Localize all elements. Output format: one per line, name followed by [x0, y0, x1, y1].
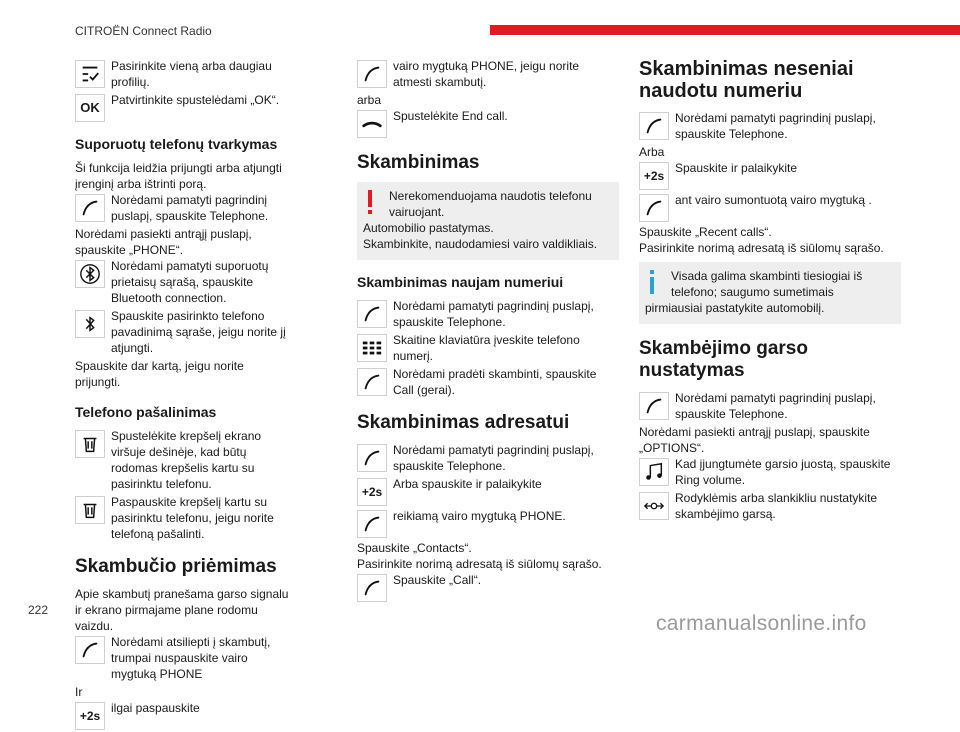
slider-arrows-icon — [639, 492, 669, 520]
phone-handset-icon — [357, 510, 387, 538]
paragraph: Spauskite „Recent calls“. — [639, 225, 772, 239]
list-item — [639, 192, 901, 222]
item-text: Norėdami pamatyti pagrindinį puslapį, spauskite Telephone. — [393, 443, 594, 473]
paragraph: Apie skambutį pranešama garso signalu ir ekrano pirmajame plane rodomu vaizdu. — [75, 587, 289, 633]
item-text: Arba spauskite ir palaikykite — [393, 477, 542, 491]
list-item — [357, 572, 619, 602]
info-note — [639, 262, 901, 324]
list-item — [75, 192, 290, 224]
section-heading: Skambėjimo garso nustatymas — [639, 338, 808, 381]
list-item — [75, 494, 290, 542]
item-text: Norėdami pamatyti pagrindinį puslapį, spauskite Telephone. — [393, 299, 594, 329]
hold-2s-icon: +2s — [639, 162, 669, 190]
item-text: Norėdami pamatyti suporuotų prietaisų sąrašą, spauskite Bluetooth connection. — [111, 259, 269, 305]
item-text: Norėdami pamatyti pagrindinį puslapį, spauskite Telephone. — [675, 111, 876, 141]
item-text: vairo mygtuką PHONE, jeigu norite atmesti skambutį. — [393, 59, 580, 89]
list-item — [357, 58, 619, 90]
list-item — [75, 92, 290, 122]
paragraph: Pasirinkite norimą adresatą iš siūlomų sąrašo. — [357, 557, 602, 571]
ok-icon: OK — [75, 94, 105, 122]
section-heading: Telefono pašalinimas — [75, 404, 217, 420]
list-item — [357, 508, 619, 538]
list-item — [357, 298, 619, 330]
phone-handset-icon — [357, 368, 387, 396]
list-item — [75, 700, 290, 730]
item-text: Norėdami pradėti skambinti, spauskite Call (gerai). — [393, 367, 597, 397]
paragraph: Ši funkcija leidžia prijungti arba atjungti įrenginį arba ištrinti porą. — [75, 161, 282, 191]
phone-handset-icon — [357, 574, 387, 602]
item-text: Spauskite ir palaikykite — [675, 161, 798, 175]
warning-note — [357, 182, 619, 260]
item-text: ant vairo sumontuotą vairo mygtuką . — [675, 193, 872, 207]
item-text: Rodyklėmis arba slankikliu nustatykite skambėjimo garsą. — [675, 491, 878, 521]
list-item — [357, 332, 619, 364]
end-call-icon — [357, 110, 387, 138]
paragraph: Pasirinkite norimą adresatą iš siūlomų sąrašo. — [639, 241, 884, 255]
phone-handset-icon — [75, 636, 105, 664]
header-accent-bar — [490, 25, 960, 35]
paragraph: Spauskite „Contacts“. — [357, 541, 472, 555]
paragraph: Arba — [639, 145, 665, 159]
section-heading: Skambinimas neseniai naudotu numeriu — [639, 58, 854, 102]
phone-handset-icon — [357, 300, 387, 328]
list-item — [75, 428, 290, 492]
item-text: Paspauskite krepšelį kartu su pasirinktu telefonu, jeigu norite telefoną pašalinti. — [111, 495, 274, 541]
note-text: Visada galima skambinti tiesiogiai iš telefono; saugumo sumetimais — [671, 269, 863, 299]
item-text: Spauskite „Call“. — [393, 573, 482, 587]
section-heading: Skambinimas naujam numeriui — [357, 274, 564, 290]
section-heading: Skambučio priėmimas — [75, 556, 277, 577]
keypad-icon — [357, 334, 387, 362]
list-item — [639, 390, 901, 422]
column-1 — [75, 58, 290, 732]
phone-handset-icon — [357, 60, 387, 88]
info-icon — [647, 270, 657, 296]
phone-handset-icon — [639, 112, 669, 140]
item-text: reikiamą vairo mygtuką PHONE. — [393, 509, 566, 523]
list-item — [357, 108, 619, 138]
trash-icon — [75, 430, 105, 458]
bluetooth-icon — [75, 260, 105, 288]
list-item — [75, 634, 290, 682]
item-text: Kad įjungtumėte garsio juostą, spauskite Ring volume. — [675, 457, 891, 487]
note-text: Skambinkite, naudodamiesi vairo valdikliais. — [363, 237, 598, 251]
header-title: CITROËN Connect Radio — [75, 24, 212, 38]
phone-handset-icon — [639, 194, 669, 222]
paragraph: arba — [357, 93, 382, 107]
paragraph: Ir — [75, 685, 83, 699]
watermark: carmanualsonline.info — [656, 612, 867, 635]
warning-icon — [365, 190, 375, 216]
list-item — [357, 366, 619, 398]
list-item — [75, 258, 290, 306]
note-text: Nerekomenduojama naudotis telefonu vairuojant. — [389, 189, 592, 219]
phone-handset-icon — [357, 444, 387, 472]
paragraph: Norėdami pasiekti antrąjį puslapį, spauskite „OPTIONS“. — [639, 425, 870, 455]
list-item — [75, 308, 290, 356]
music-note-icon — [639, 458, 669, 486]
list-item — [639, 110, 901, 142]
section-heading: Skambinimas adresatui — [357, 412, 570, 433]
item-text: Patvirtinkite spustelėdami „OK“. — [111, 93, 280, 107]
page-number: 222 — [28, 603, 49, 617]
note-text: Automobilio pastatymas. — [363, 221, 494, 235]
item-text: Norėdami pamatyti pagrindinį puslapį, spauskite Telephone. — [675, 391, 876, 421]
phone-handset-icon — [639, 392, 669, 420]
item-text: Spustelėkite krepšelį ekrano viršuje dešinėje, kad būtų rodomas krepšelis kartu su pasirinktu telefonu. — [111, 429, 262, 491]
paragraph: Spauskite dar kartą, jeigu norite prijungti. — [75, 359, 244, 389]
item-text: Spustelėkite End call. — [393, 109, 508, 123]
list-item — [639, 160, 901, 190]
column-3 — [639, 58, 901, 524]
item-text: ilgai paspauskite — [111, 701, 200, 715]
hold-2s-icon: +2s — [357, 478, 387, 506]
paragraph: Norėdami pasiekti antrąjį puslapį, spauskite „PHONE“. — [75, 227, 252, 257]
phone-handset-icon — [75, 194, 105, 222]
checklist-icon — [75, 60, 105, 88]
item-text: Pasirinkite vieną arba daugiau profilių. — [111, 59, 272, 89]
note-text: pirmiausiai pastatykite automobilį. — [645, 301, 825, 315]
bluetooth-icon — [75, 310, 105, 338]
list-item — [357, 442, 619, 474]
list-item — [639, 456, 901, 488]
list-item — [357, 476, 619, 506]
column-2 — [357, 58, 619, 604]
item-text: Norėdami pamatyti pagrindinį puslapį, spauskite Telephone. — [111, 193, 269, 223]
list-item — [75, 58, 290, 90]
list-item — [639, 490, 901, 522]
section-heading: Suporuotų telefonų tvarkymas — [75, 136, 278, 152]
item-text: Spauskite pasirinkto telefono pavadinimą sąraše, jeigu norite jį atjungti. — [111, 309, 286, 355]
section-heading: Skambinimas — [357, 152, 480, 173]
trash-icon — [75, 496, 105, 524]
item-text: Skaitine klaviatūra įveskite telefono numerį. — [393, 333, 580, 363]
hold-2s-icon: +2s — [75, 702, 105, 730]
item-text: Norėdami atsiliepti į skambutį, trumpai nuspauskite vairo mygtuką PHONE — [111, 635, 271, 681]
